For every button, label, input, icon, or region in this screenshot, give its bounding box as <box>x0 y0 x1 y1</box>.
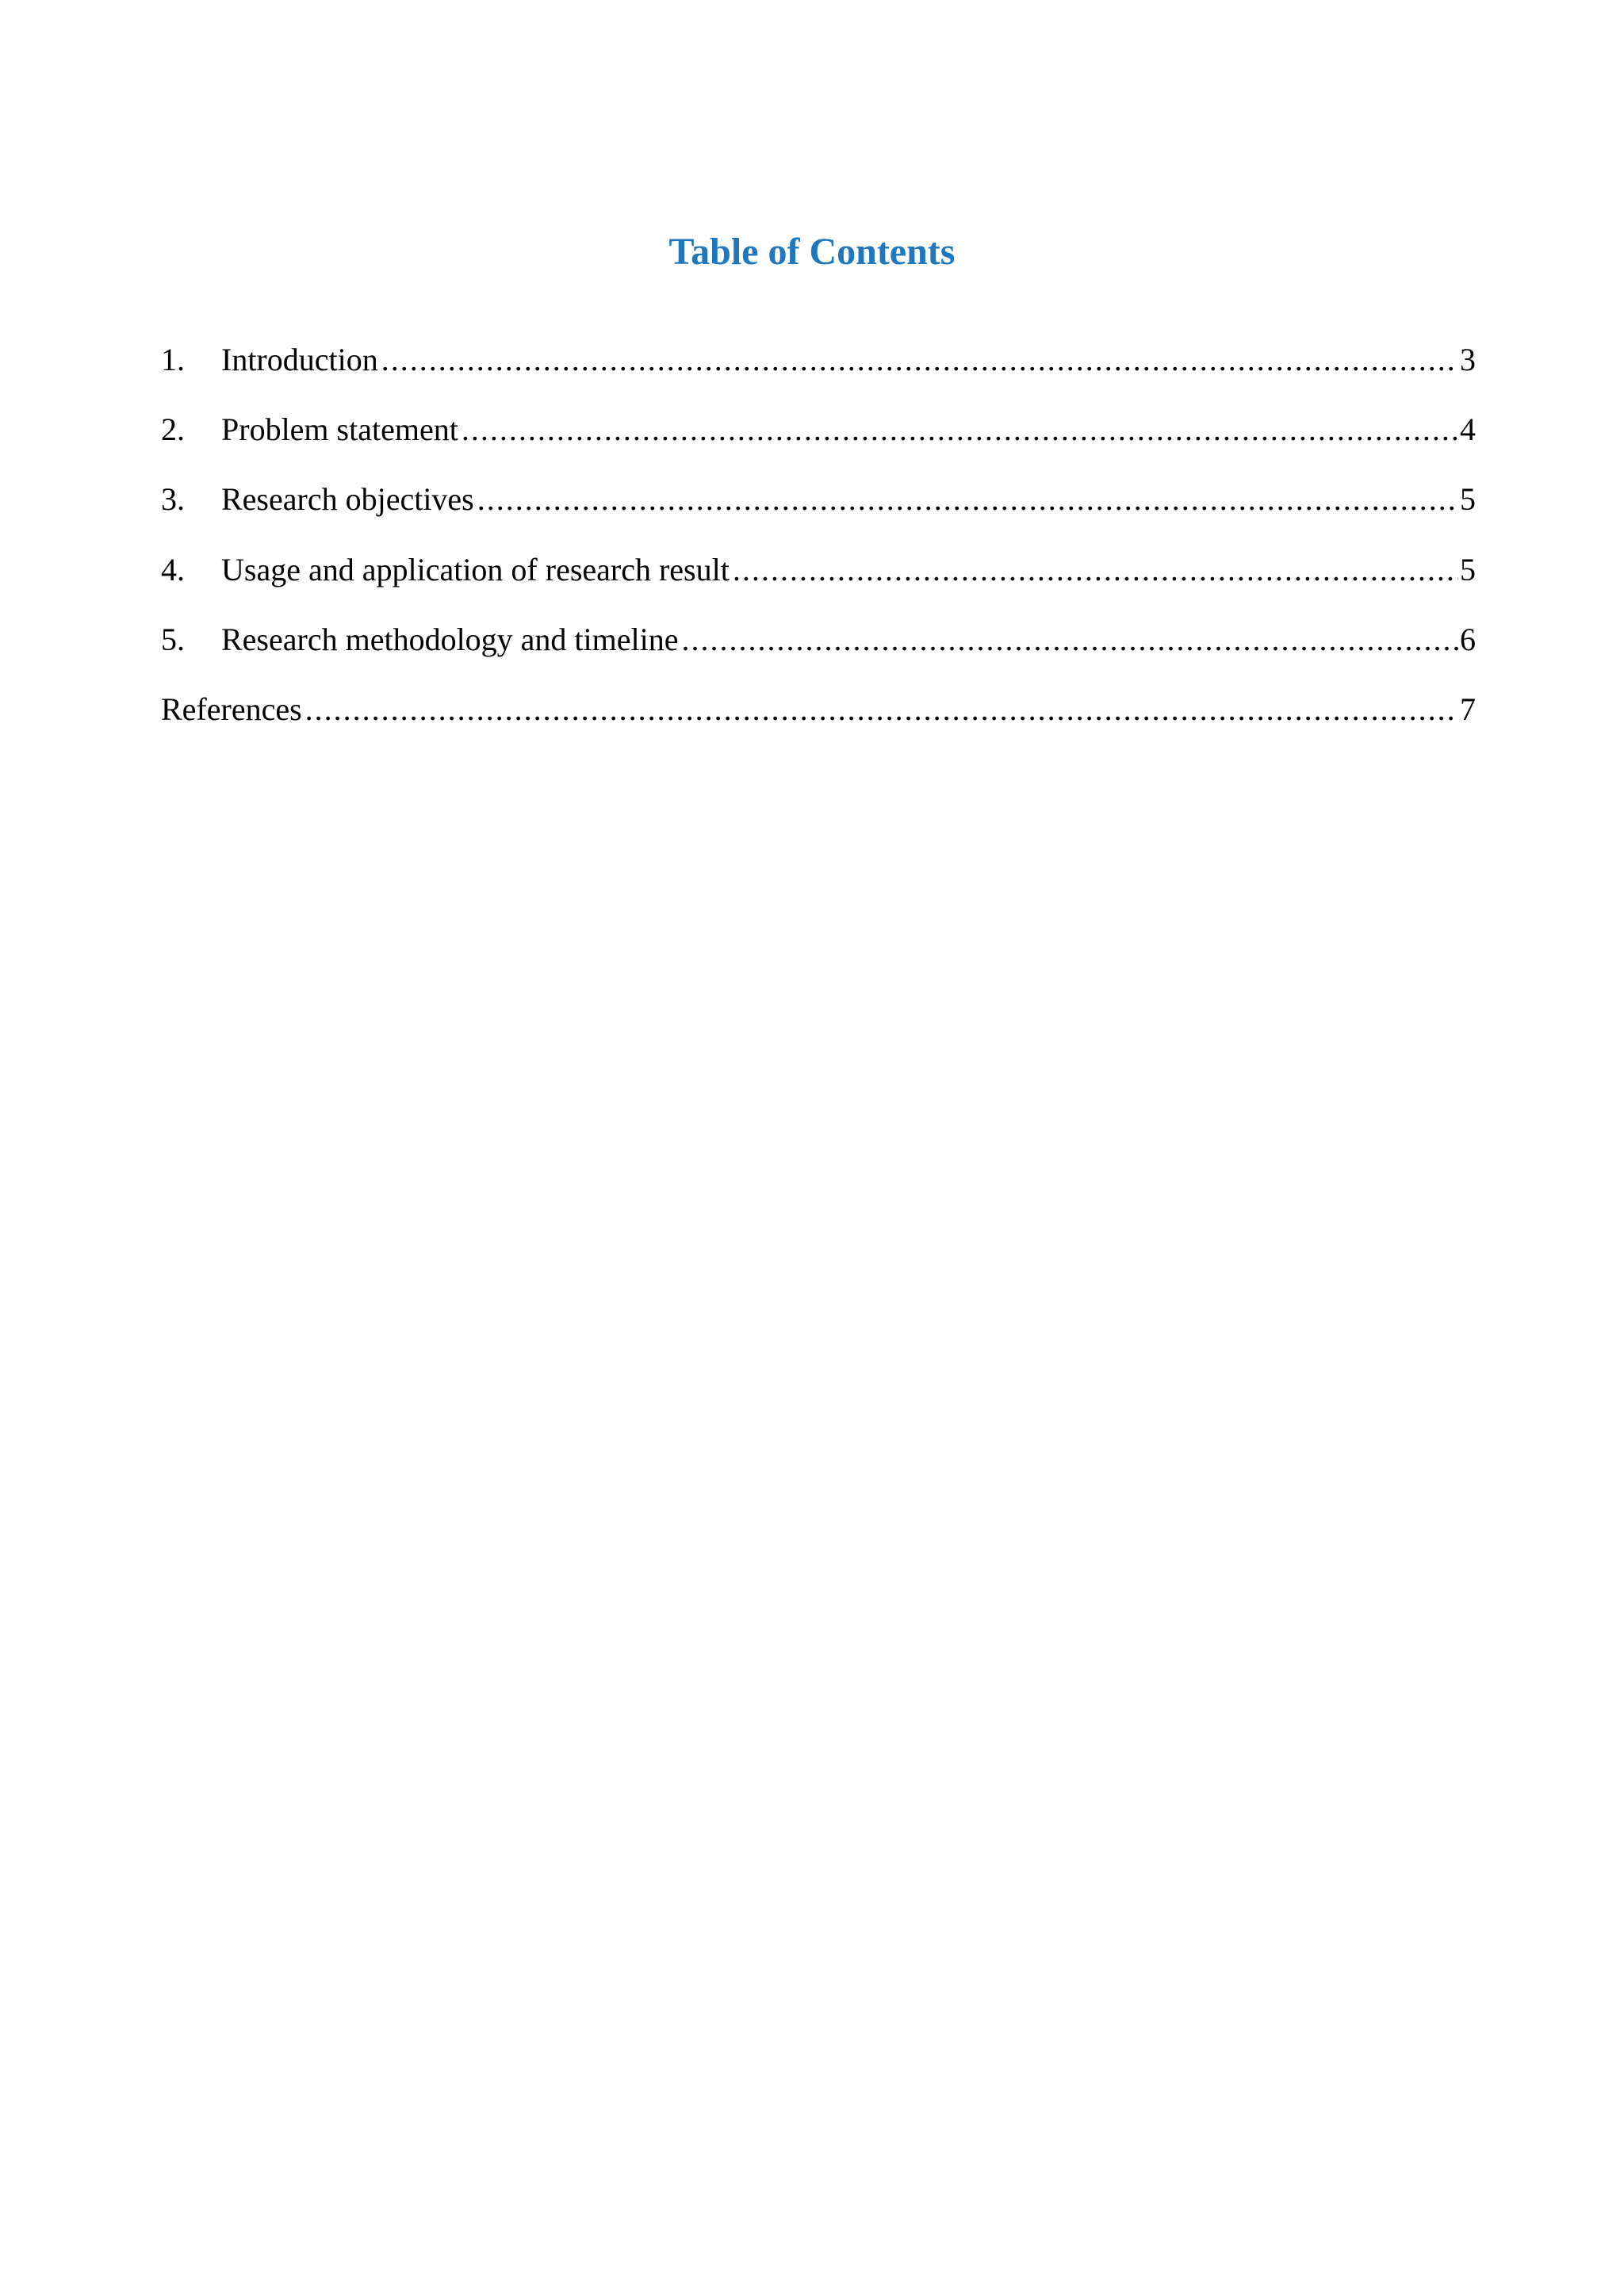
toc-entry-text: Usage and application of research result <box>221 551 730 587</box>
toc-entry-references[interactable] <box>161 686 1476 756</box>
toc-entry-page: 5 <box>1460 481 1476 518</box>
toc-title: Table of Contents <box>668 231 956 273</box>
toc-dot-leader <box>462 406 1458 453</box>
toc-entry-usage-application[interactable] <box>161 546 1476 616</box>
toc-entry-number: 2. <box>161 411 185 448</box>
toc-entry-text: Research objectives <box>221 481 474 518</box>
toc-entry-research-objectives[interactable] <box>161 476 1476 545</box>
toc-entry-text: References <box>161 691 302 727</box>
toc-dot-leader <box>381 336 1458 384</box>
toc-entry-page: 3 <box>1460 342 1476 377</box>
toc-entry-page: 4 <box>1460 411 1476 448</box>
toc-entry-number: 4. <box>161 551 185 587</box>
toc-dot-leader <box>733 546 1458 594</box>
toc-entry-problem-statement[interactable] <box>161 406 1476 476</box>
toc-entry-introduction[interactable] <box>161 336 1476 406</box>
toc-entry-text: Research methodology and timeline <box>221 621 679 657</box>
toc-entry-page: 6 <box>1460 621 1476 657</box>
toc-entry-text: Problem statement <box>221 411 458 448</box>
toc-list <box>161 336 1476 756</box>
toc-dot-leader <box>682 616 1458 664</box>
toc-entry-text: Introduction <box>221 342 378 377</box>
toc-entry-page: 7 <box>1460 691 1476 727</box>
toc-entry-page: 5 <box>1460 551 1476 587</box>
toc-entry-number: 5. <box>161 621 185 657</box>
toc-entry-methodology-timeline[interactable] <box>161 616 1476 686</box>
toc-dot-leader <box>305 686 1458 733</box>
toc-entry-number: 3. <box>161 481 185 518</box>
toc-entry-number: 1. <box>161 342 185 377</box>
toc-dot-leader <box>477 476 1458 523</box>
